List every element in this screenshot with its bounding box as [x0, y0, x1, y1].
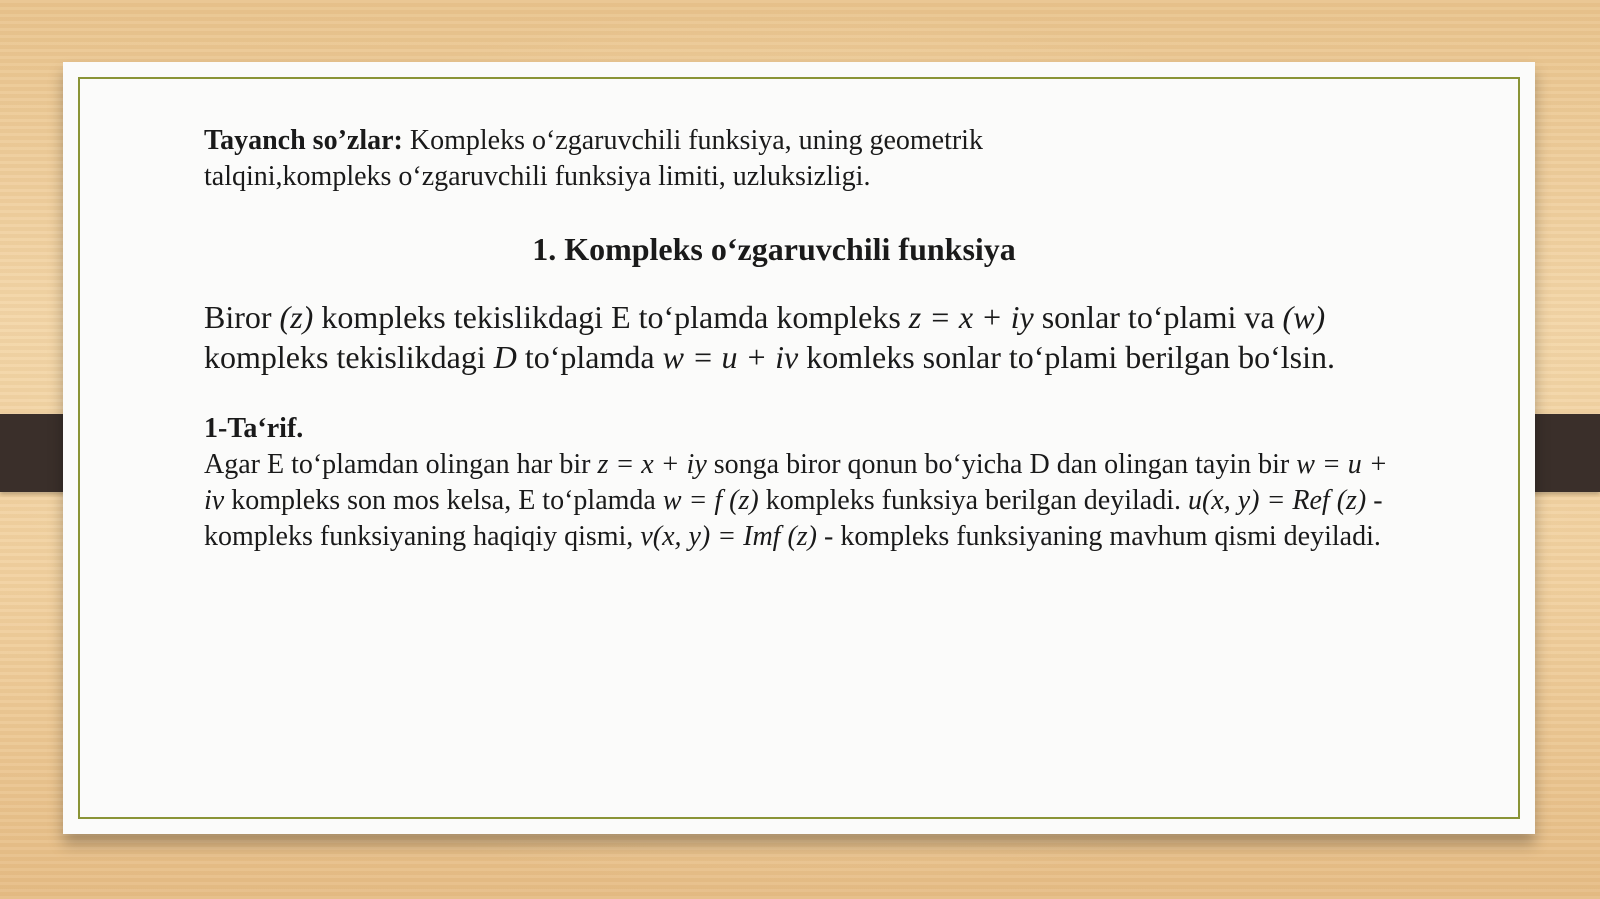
definition-title: 1-Ta‘rif.	[204, 413, 304, 444]
intro-seg: Biror	[204, 299, 280, 335]
section-title: 1. Kompleks o‘zgaruvchili funksiya	[532, 231, 1016, 267]
definition-seg: Agar E to‘plamdan olingan har bir	[204, 449, 598, 480]
definition-seg: songa biror qonun bo‘yicha D dan olingan tayin bir	[706, 449, 1297, 480]
intro-seg: (z)	[279, 299, 314, 335]
definition-seg: u(x, y) = Ref (z)	[1187, 485, 1367, 516]
definition-seg: kompleks son mos kelsa, E to‘plamda	[224, 485, 663, 516]
intro-paragraph	[204, 297, 1404, 377]
definition-seg: - kompleks funksiyaning mavhum qismi deyiladi.	[817, 521, 1381, 552]
definition-seg: w = u + iv	[204, 449, 1388, 516]
definition-body	[204, 447, 1404, 555]
keywords-text: Kompleks o‘zgaruvchili funksiya, uning geometrik talqini,kompleks o‘zgaruvchili funksiya limiti, uzluksizligi.	[204, 125, 983, 192]
intro-seg: w = u + iv	[662, 339, 799, 375]
intro-seg: komleks sonlar to‘plami berilgan bo‘lsin.	[798, 339, 1336, 375]
keywords-paragraph	[204, 123, 1104, 195]
slide-card	[63, 62, 1535, 834]
definition-seg: v(x, y) = Imf (z)	[640, 521, 818, 552]
intro-seg: kompleks tekislikdagi	[204, 339, 494, 375]
definition-seg: kompleks funksiya berilgan deyiladi.	[758, 485, 1188, 516]
intro-seg: D	[493, 339, 517, 375]
intro-seg: z = x + iy	[908, 299, 1034, 335]
intro-seg: to‘plamda	[516, 339, 663, 375]
definition-seg: - kompleks funksiyaning haqiqiy qismi,	[204, 485, 1383, 552]
definition-seg: w = f (z)	[662, 485, 759, 516]
definition-seg: z = x + iy	[597, 449, 707, 480]
keywords-label: Tayanch so’zlar:	[204, 125, 403, 156]
intro-seg: (w)	[1282, 299, 1326, 335]
intro-seg: sonlar to‘plami va	[1033, 299, 1283, 335]
slide-content	[204, 123, 1404, 555]
intro-seg: kompleks tekislikdagi E to‘plamda kompleks	[313, 299, 909, 335]
